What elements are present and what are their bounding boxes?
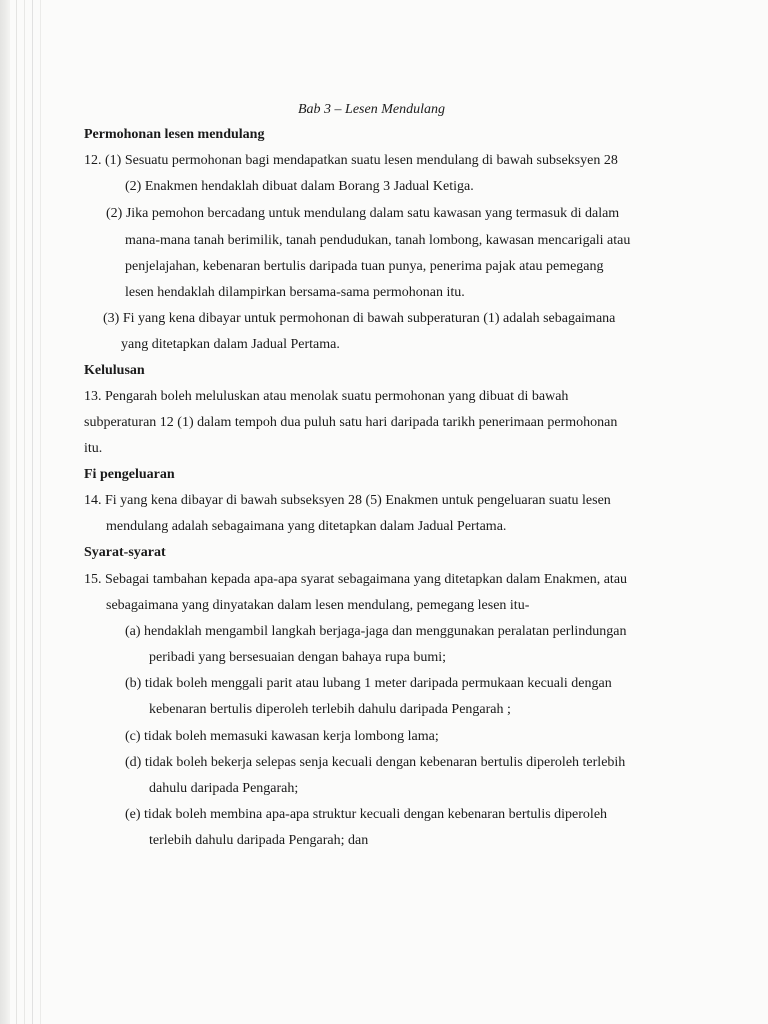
paragraph-line: 15. Sebagai tambahan kepada apa-apa syarat sebagaimana yang ditetapkan dalam Enakmen, atau	[84, 572, 628, 587]
section-heading-syarat: Syarat-syarat	[84, 545, 166, 560]
list-item-a: (a) hendaklah mengambil langkah berjaga-jaga dan menggunakan peralatan perlindungan	[125, 624, 627, 639]
paragraph-line: (3) Fi yang kena dibayar untuk permohonan di bawah subperaturan (1) adalah sebagaimana	[103, 311, 616, 326]
chapter-title: Bab 3 – Lesen Mendulang	[298, 102, 445, 117]
list-item-e: (e) tidak boleh membina apa-apa struktur kecuali dengan kebenaran bertulis diperoleh	[125, 807, 608, 822]
paragraph-line: itu.	[84, 441, 103, 456]
paragraph-line: 12. (1) Sesuatu permohonan bagi mendapatkan suatu lesen mendulang di bawah subseksyen 28	[84, 153, 618, 168]
paragraph-line: yang ditetapkan dalam Jadual Pertama.	[121, 337, 340, 352]
paragraph-line: mendulang adalah sebagaimana yang ditetapkan dalam Jadual Pertama.	[106, 519, 507, 534]
paragraph-line: sebagaimana yang dinyatakan dalam lesen mendulang, pemegang lesen itu-	[106, 598, 530, 613]
paragraph-line: lesen hendaklah dilampirkan bersama-sama permohonan itu.	[125, 285, 465, 300]
list-item-d: (d) tidak boleh bekerja selepas senja kecuali dengan kebenaran bertulis diperoleh terlebih	[125, 755, 626, 770]
list-item-c: (c) tidak boleh memasuki kawasan kerja lombong lama;	[125, 729, 439, 744]
paragraph-line: mana-mana tanah berimilik, tanah pendudukan, tanah lombong, kawasan mencarigali atau	[125, 233, 631, 248]
paragraph-line: penjelajahan, kebenaran bertulis daripada tuan punya, penerima pajak atau pemegang	[125, 259, 604, 274]
list-item-e-continued: terlebih dahulu daripada Pengarah; dan	[149, 833, 369, 848]
paragraph-line: 14. Fi yang kena dibayar di bawah subseksyen 28 (5) Enakmen untuk pengeluaran suatu lesen	[84, 493, 611, 508]
section-heading-kelulusan: Kelulusan	[84, 363, 145, 378]
list-item-d-continued: dahulu daripada Pengarah;	[149, 781, 299, 796]
paragraph-line: 13. Pengarah boleh meluluskan atau menolak suatu permohonan yang dibuat di bawah	[84, 389, 569, 404]
section-heading-permohonan: Permohonan lesen mendulang	[84, 127, 265, 142]
paragraph-line: (2) Enakmen hendaklah dibuat dalam Borang 3 Jadual Ketiga.	[125, 179, 474, 194]
paragraph-line: (2) Jika pemohon bercadang untuk mendulang dalam satu kawasan yang termasuk di dalam	[106, 206, 620, 221]
section-heading-fi-pengeluaran: Fi pengeluaran	[84, 467, 175, 482]
list-item-a-continued: peribadi yang bersesuaian dengan bahaya rupa bumi;	[149, 650, 447, 665]
list-item-b: (b) tidak boleh menggali parit atau lubang 1 meter daripada permukaan kecuali dengan	[125, 676, 612, 691]
paragraph-line: subperaturan 12 (1) dalam tempoh dua puluh satu hari daripada tarikh penerimaan permohonan	[84, 415, 618, 430]
list-item-b-continued: kebenaran bertulis diperoleh terlebih dahulu daripada Pengarah ;	[149, 702, 511, 717]
